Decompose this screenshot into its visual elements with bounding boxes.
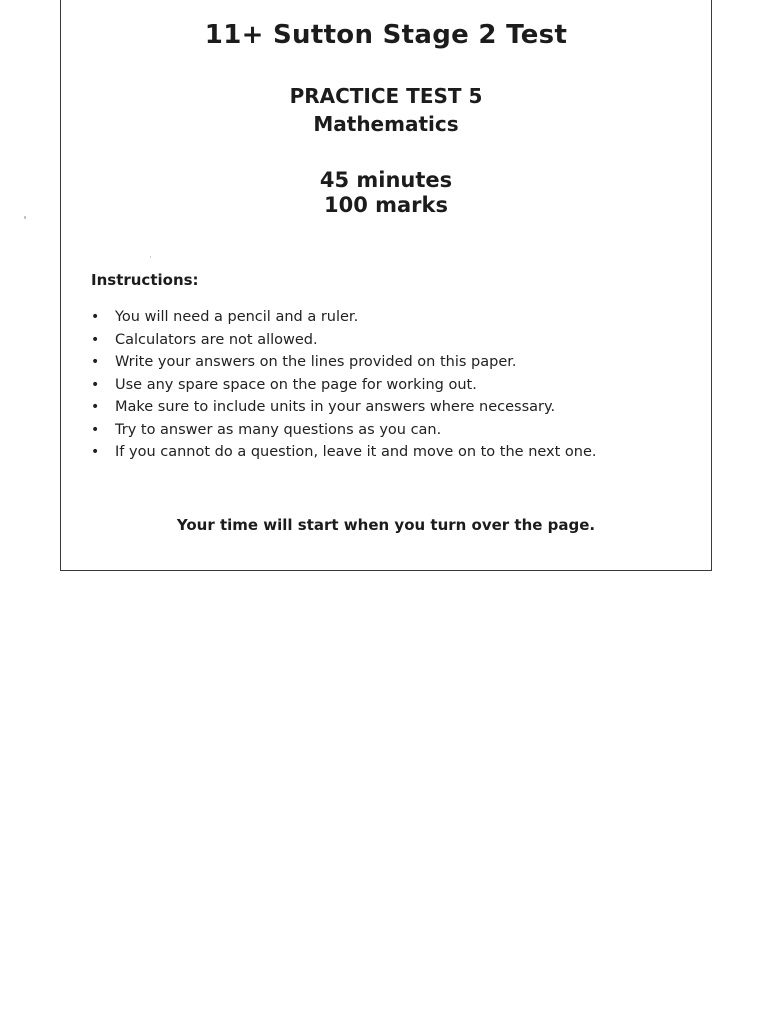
- instruction-text: You will need a pencil and a ruler.: [115, 309, 359, 325]
- bullet-icon: •: [91, 331, 100, 348]
- bullet-icon: •: [91, 399, 100, 415]
- instruction-item: [91, 351, 597, 374]
- bullet-icon: •: [91, 421, 100, 438]
- instruction-text: Try to answer as many questions as you can.: [115, 421, 442, 438]
- instruction-item: [91, 306, 597, 329]
- instruction-item: [91, 396, 597, 419]
- instruction-text: Calculators are not allowed.: [115, 331, 318, 348]
- bullet-icon: •: [91, 354, 100, 370]
- instruction-text: Write your answers on the lines provided on this paper.: [115, 354, 517, 370]
- instructions-list: [91, 306, 597, 464]
- scan-speck: [150, 256, 151, 258]
- scan-speck: [24, 216, 26, 219]
- bullet-icon: •: [91, 376, 100, 393]
- instructions-heading: Instructions:: [91, 271, 199, 289]
- test-title: 11+ Sutton Stage 2 Test: [204, 20, 568, 50]
- instruction-text: Make sure to include units in your answers where necessary.: [115, 399, 556, 415]
- instruction-text: Use any spare space on the page for working out.: [115, 376, 477, 393]
- start-note: Your time will start when you turn over the page.: [176, 516, 596, 534]
- cover-box: [60, 0, 712, 571]
- bullet-icon: •: [91, 309, 100, 325]
- practice-test-label: PRACTICE TEST 5: [289, 84, 483, 108]
- instruction-item: [91, 329, 597, 352]
- instruction-item: [91, 441, 597, 464]
- marks-label: 100 marks: [323, 193, 449, 217]
- subject-label: Mathematics: [313, 112, 459, 136]
- bullet-icon: •: [91, 444, 100, 460]
- instruction-item: [91, 374, 597, 397]
- instruction-text: If you cannot do a question, leave it and move on to the next one.: [115, 444, 597, 460]
- duration-label: 45 minutes: [319, 168, 453, 192]
- instruction-item: [91, 419, 597, 442]
